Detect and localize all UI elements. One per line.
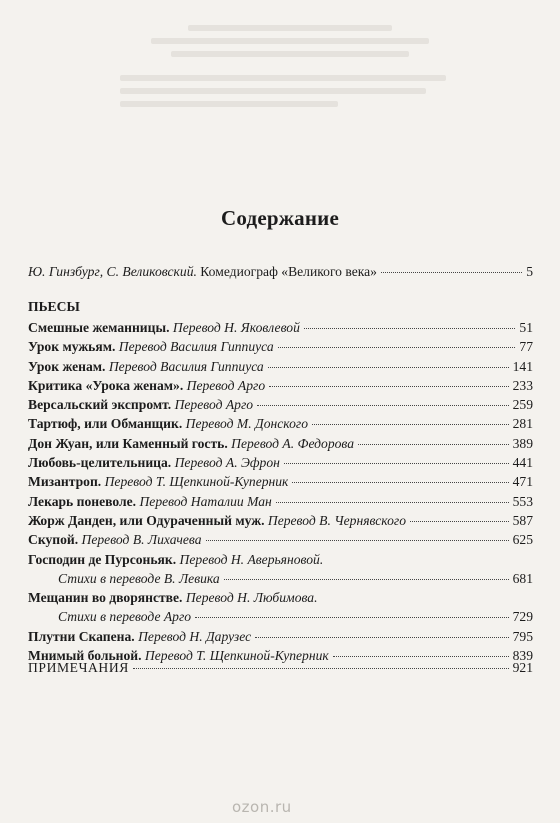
leader-dots: [257, 405, 509, 406]
bleed-through-text: [120, 18, 460, 114]
leader-dots: [284, 463, 509, 464]
leader-dots: [224, 579, 509, 580]
play-page: 77: [519, 339, 533, 355]
play-translator: Стихи в переводе В. Левика: [58, 570, 220, 586]
leader-dots: [133, 668, 509, 669]
play-entry: [28, 376, 533, 395]
play-entry: [28, 530, 533, 549]
leader-dots: [312, 424, 509, 425]
notes-page: 921: [512, 660, 533, 675]
play-title: Критика «Урока женам».: [28, 377, 184, 393]
section-heading: ПЬЕСЫ: [28, 299, 80, 314]
play-entry: [28, 453, 533, 472]
play-translator: Перевод А. Федорова: [231, 435, 355, 451]
play-translator: Перевод Н. Любимова.: [185, 590, 318, 606]
play-entry: [28, 627, 533, 646]
play-title: Скупой.: [28, 532, 79, 548]
intro-author: Ю. Гинзбург, С. Великовский.: [28, 264, 197, 279]
watermark-logo: ozon.ru: [232, 798, 292, 816]
play-page: 141: [512, 358, 533, 374]
notes-entry: [28, 658, 533, 677]
play-translator: Перевод Н. Яковлевой: [172, 320, 300, 335]
play-translator: Перевод Н. Дарузес: [138, 628, 252, 644]
play-title: Мещанин во дворянстве.: [28, 590, 183, 606]
play-page: 51: [519, 320, 533, 335]
plays-list: [28, 318, 533, 665]
play-entry: [28, 395, 533, 414]
intro-title: Комедиограф «Великого века»: [200, 264, 377, 279]
play-page: 389: [512, 435, 533, 451]
leader-dots: [358, 444, 509, 445]
play-page: 233: [512, 377, 533, 393]
play-title: Версальский экспромт.: [28, 397, 172, 413]
play-title: Мизантроп.: [28, 474, 102, 490]
play-page: 259: [512, 397, 533, 413]
play-entry: [28, 318, 533, 337]
play-title: Урок мужьям.: [28, 339, 116, 355]
play-entry: [28, 550, 533, 569]
leader-dots: [276, 502, 509, 503]
play-translator: Перевод Василия Гиппиуса: [108, 358, 264, 374]
leader-dots: [269, 386, 508, 387]
play-translator: Перевод В. Чернявского: [267, 512, 407, 528]
play-title: Урок женам.: [28, 358, 106, 374]
play-page: 729: [512, 609, 533, 625]
play-translator: Перевод М. Донского: [185, 416, 309, 432]
leader-dots: [333, 656, 509, 657]
play-translator: Перевод Арго: [174, 397, 254, 413]
play-title: Любовь-целительница.: [28, 455, 172, 471]
play-entry: [28, 434, 533, 453]
play-translator: Перевод Т. Щепкиной-Куперник: [104, 474, 289, 490]
leader-dots: [255, 637, 508, 638]
leader-dots: [292, 482, 508, 483]
play-translator: Перевод Н. Аверьяновой.: [179, 551, 324, 567]
play-title: Мнимый больной.: [28, 648, 142, 664]
play-entry: [28, 357, 533, 376]
play-title: Жорж Данден, или Одураченный муж.: [28, 512, 265, 528]
play-page: 681: [512, 570, 533, 586]
play-page: 625: [512, 532, 533, 548]
play-title: Тартюф, или Обманщик.: [28, 416, 183, 432]
intro-page: 5: [526, 264, 533, 279]
leader-dots: [278, 347, 516, 348]
notes-label: ПРИМЕЧАНИЯ: [28, 660, 129, 675]
play-entry: [28, 492, 533, 511]
leader-dots: [206, 540, 509, 541]
play-page: 441: [512, 455, 533, 471]
leader-dots: [268, 367, 509, 368]
play-page: 471: [512, 474, 533, 490]
play-entry: [28, 337, 533, 356]
play-page: 553: [512, 493, 533, 509]
play-title: Дон Жуан, или Каменный гость.: [28, 435, 228, 451]
play-translator: Перевод Т. Щепкиной-Куперник: [144, 648, 329, 664]
intro-entry: [28, 262, 533, 281]
play-page: 839: [512, 648, 533, 664]
play-title: Господин де Пурсоньяк.: [28, 551, 177, 567]
play-translator: Перевод В. Лихачева: [81, 532, 202, 548]
play-entry: [28, 414, 533, 433]
play-translator: Стихи в переводе Арго: [58, 609, 192, 625]
play-title: Плутни Скапена.: [28, 628, 135, 644]
play-subentry: [28, 607, 533, 626]
play-entry: [28, 472, 533, 491]
page-title: Содержание: [221, 206, 339, 230]
play-title: Лекарь поневоле.: [28, 493, 137, 509]
play-page: 281: [512, 416, 533, 432]
leader-dots: [304, 328, 516, 329]
play-subentry: [28, 569, 533, 588]
leader-dots: [195, 617, 509, 618]
play-title: Смешные жеманницы.: [28, 320, 170, 335]
play-entry: [28, 511, 533, 530]
play-page: 587: [512, 512, 533, 528]
play-translator: Перевод Арго: [186, 377, 266, 393]
play-translator: Перевод А. Эфрон: [174, 455, 280, 471]
play-translator: Перевод Василия Гиппиуса: [118, 339, 274, 355]
play-page: 795: [512, 628, 533, 644]
leader-dots: [381, 272, 522, 273]
play-translator: Перевод Наталии Ман: [139, 493, 272, 509]
leader-dots: [410, 521, 509, 522]
play-entry: [28, 588, 533, 607]
